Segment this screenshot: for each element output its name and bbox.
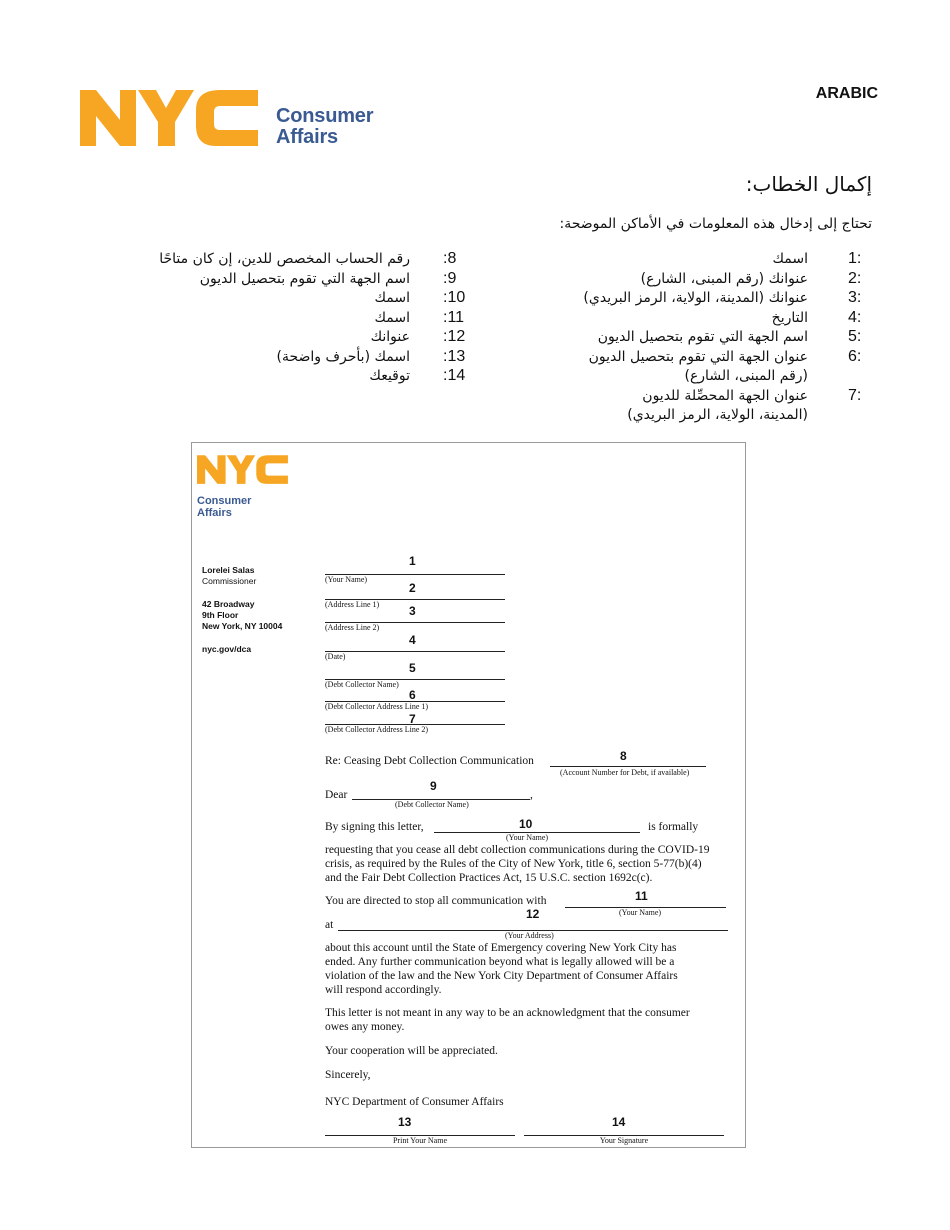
legend-item-text xyxy=(277,348,410,367)
legend-item-text xyxy=(641,270,808,289)
legend-item xyxy=(160,367,480,387)
sender-field xyxy=(325,556,505,582)
signing-intro: By signing this letter, xyxy=(325,821,424,833)
letter-logo xyxy=(197,453,297,519)
field-number: 7 xyxy=(409,712,416,726)
dear-comma: , xyxy=(530,789,533,801)
legend-item-number: 7: xyxy=(848,386,862,404)
legend-item-text-line: عنوان الجهة المحصِّلة للديون xyxy=(642,387,808,404)
legend-item-text-line: اسمك xyxy=(772,251,808,267)
field-caption: (Debt Collector Address Line 2) xyxy=(325,725,429,734)
paragraph-line: This letter is not meant in any way to be an acknowledgment that the consumer xyxy=(325,1007,690,1019)
field-caption: (Debt Collector Address Line 1) xyxy=(325,702,429,711)
state-of-emergency-paragraph xyxy=(325,941,745,997)
legend-right-column xyxy=(560,250,880,426)
legend-item xyxy=(160,309,480,329)
field-number-10: 10 xyxy=(519,817,533,831)
legend-item-number: :14 xyxy=(443,367,466,384)
nyc-consumer-affairs-logo xyxy=(80,86,390,152)
letter-logo-wordmark xyxy=(197,495,251,519)
commissioner-title: Commissioner xyxy=(202,576,257,586)
field-caption: (Debt Collector Name) xyxy=(325,680,399,689)
field-number: 4 xyxy=(409,633,416,647)
cooperation-line: Your cooperation will be appreciated. xyxy=(325,1045,498,1057)
legend-item-number: 3: xyxy=(848,289,862,306)
legend-item-text-line: عنوانك (رقم المبنى، الشارع) xyxy=(640,270,808,287)
paragraph-line: requesting that you cease all debt collection communications during the COVID-19 xyxy=(325,844,710,856)
legend-item-text-line: اسم الجهة التي تقوم بتحصيل الديون xyxy=(597,329,808,345)
logo-wordmark xyxy=(276,106,373,148)
signing-name-caption: (Your Name) xyxy=(506,833,549,842)
field-number-12: 12 xyxy=(526,907,540,921)
legend-item-text xyxy=(598,328,808,347)
legend-item-text-line: التاريخ xyxy=(771,309,808,326)
request-paragraph xyxy=(325,843,745,885)
account-number-caption: (Account Number for Debt, if available) xyxy=(560,768,690,777)
letter-logo-affairs: Affairs xyxy=(197,507,232,519)
paragraph-line: owes any money. xyxy=(325,1021,405,1033)
legend-item-text-line: رقم الحساب المخصص للدين، إن كان متاحًا xyxy=(159,251,410,267)
field-line xyxy=(325,651,505,652)
office-address-line2: 9th Floor xyxy=(202,610,239,620)
legend-item-text-line: اسم الجهة التي تقوم بتحصيل الديون xyxy=(199,270,410,287)
legend-item-text xyxy=(374,289,410,308)
legend-item-text-line: (رقم المبنى، الشارع) xyxy=(684,367,808,384)
logo-word-consumer: Consumer xyxy=(276,105,374,127)
legend-item-text xyxy=(200,270,410,289)
field-caption: (Date) xyxy=(325,652,346,661)
legend-item-text xyxy=(772,250,808,269)
organization-line: NYC Department of Consumer Affairs xyxy=(325,1096,504,1108)
legend-item xyxy=(160,348,480,368)
instructions-intro: تحتاج إلى إدخال هذه المعلومات في الأماكن الموضحة: xyxy=(559,216,872,232)
dear-salutation: Dear xyxy=(325,789,348,801)
paragraph-line: crisis, as required by the Rules of the City of New York, title 6, section 5-77(b)(4) xyxy=(325,858,702,870)
legend-item-text xyxy=(583,289,808,308)
re-line: Re: Ceasing Debt Collection Communication xyxy=(325,755,534,767)
sample-letter xyxy=(191,442,746,1148)
legend-item-text xyxy=(627,387,808,425)
legend-item-text xyxy=(374,309,410,328)
sincerely-line: Sincerely, xyxy=(325,1069,371,1081)
legend-item-text-line: اسمك xyxy=(374,290,410,306)
legend-item-number: 2: xyxy=(848,269,862,287)
legend-item-number: 4: xyxy=(848,308,862,326)
paragraph-line: about this account until the State of Emergency covering New York City has xyxy=(325,942,677,954)
field-number: 1 xyxy=(409,554,416,568)
nyc-logo-mark xyxy=(80,86,264,148)
field-caption: (Address Line 2) xyxy=(325,623,380,632)
legend-item-text xyxy=(371,328,410,347)
account-number-line xyxy=(550,766,706,767)
field-caption: (Your Name) xyxy=(325,575,368,584)
legend-item-number: :12 xyxy=(443,328,466,345)
legend-item-text xyxy=(589,348,808,386)
legend-item-number: :8 xyxy=(443,250,457,267)
sender-field xyxy=(325,706,505,732)
legend-item-text-line: (المدينة، الولاية، الرمز البريدي) xyxy=(627,406,808,423)
office-address-line1: 42 Broadway xyxy=(202,599,255,609)
field-number: 3 xyxy=(409,604,416,618)
instructions-title: إكمال الخطاب: xyxy=(745,172,872,196)
legend-item-number: :13 xyxy=(443,347,466,365)
legend-item-number: :9 xyxy=(443,269,457,287)
legend-item-number: 1: xyxy=(848,250,862,267)
field-caption: (Address Line 1) xyxy=(325,600,380,609)
legend-item-number: 5: xyxy=(848,328,862,345)
letter-logo-consumer: Consumer xyxy=(197,495,252,507)
legend-item xyxy=(160,250,480,270)
field-number-13: 13 xyxy=(398,1115,412,1129)
legend-item xyxy=(560,250,880,270)
logo-word-affairs: Affairs xyxy=(276,126,338,148)
legend-item-text-line: عنوانك xyxy=(370,329,410,345)
legend-item xyxy=(560,289,880,309)
field-number: 2 xyxy=(409,581,416,595)
legend-item xyxy=(560,387,880,426)
legend-item-text-line: توقيعك xyxy=(369,368,410,384)
legend-item xyxy=(560,270,880,290)
legend-item-text-line: اسمك xyxy=(374,309,410,326)
field-number-9: 9 xyxy=(430,779,437,793)
legend-item-text-line: عنوان الجهة التي تقوم بتحصيل الديون xyxy=(588,348,808,365)
debt-collector-name-caption: (Debt Collector Name) xyxy=(395,800,469,809)
legend-item-number: 6: xyxy=(848,347,862,365)
legend-item xyxy=(160,289,480,309)
legend-item xyxy=(160,270,480,290)
legend-item xyxy=(160,328,480,348)
paragraph-line: ended. Any further communication beyond what is legally allowed will be a xyxy=(325,956,675,968)
legend-left-column xyxy=(160,250,480,387)
signing-formally: is formally xyxy=(648,821,699,833)
directed-name-caption: (Your Name) xyxy=(619,908,662,917)
commissioner-name: Lorelei Salas xyxy=(202,565,255,575)
letter-logo-mark xyxy=(197,453,291,485)
legend-item-text xyxy=(369,367,410,386)
print-name-caption: Print Your Name xyxy=(392,1136,447,1145)
office-website: nyc.gov/dca xyxy=(202,644,252,654)
legend-item-text xyxy=(159,250,410,269)
field-number-14: 14 xyxy=(612,1115,626,1129)
legend-item xyxy=(560,309,880,329)
legend-item-text-line: اسمك (بأحرف واضحة) xyxy=(276,348,410,365)
field-number-8: 8 xyxy=(620,749,627,763)
legend-item-text xyxy=(772,309,808,328)
paragraph-line: will respond accordingly. xyxy=(325,984,442,996)
legend-item-number: :11 xyxy=(443,308,465,326)
paragraph-line: and the Fair Debt Collection Practices Act, 15 U.S.C. section 1692c(c). xyxy=(325,872,653,884)
legend-item-number: :10 xyxy=(443,289,466,306)
field-number: 5 xyxy=(409,661,416,675)
paragraph-line: violation of the law and the New York City Department of Consumer Affairs xyxy=(325,970,678,982)
field-number-11: 11 xyxy=(635,889,648,903)
sender-field xyxy=(325,604,505,630)
directed-text: You are directed to stop all communication with xyxy=(325,895,547,907)
legend-item xyxy=(560,328,880,348)
at-text: at xyxy=(325,919,334,931)
language-label: ARABIC xyxy=(815,85,878,102)
legend-item-text-line: عنوانك (المدينة، الولاية، الرمز البريدي) xyxy=(583,290,808,306)
address-caption: (Your Address) xyxy=(505,931,554,940)
signature-caption: Your Signature xyxy=(599,1136,649,1145)
legend-item xyxy=(560,348,880,387)
office-address-line3: New York, NY 10004 xyxy=(202,621,283,631)
acknowledgment-paragraph xyxy=(325,1006,745,1034)
field-number: 6 xyxy=(409,688,416,702)
sender-field xyxy=(325,633,505,659)
